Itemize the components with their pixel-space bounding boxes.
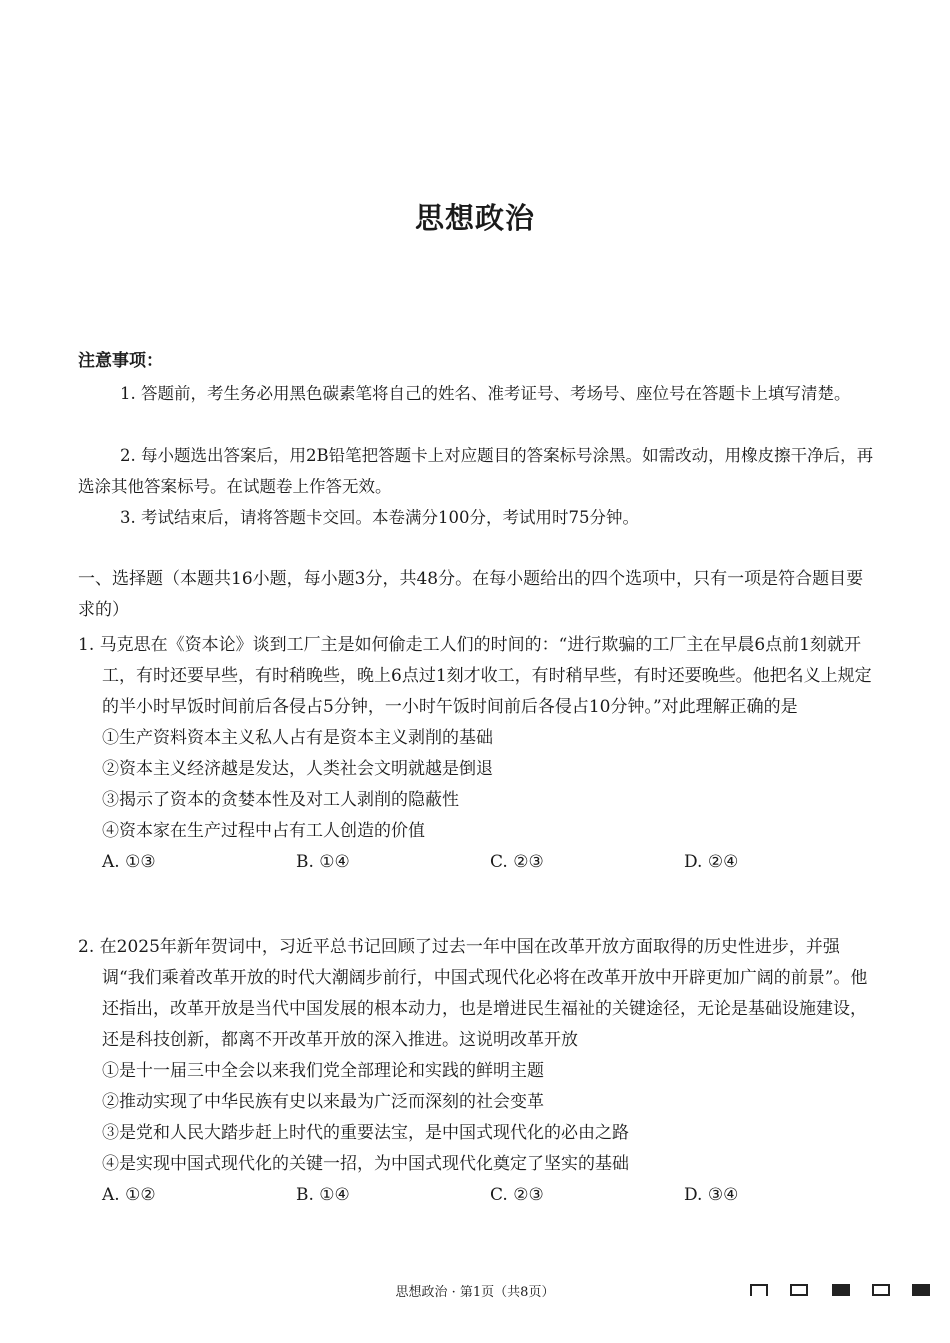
choice-d: D. ③④ <box>684 1185 739 1205</box>
question-statement: ①是十一届三中全会以来我们党全部理论和实践的鲜明主题 <box>102 1061 544 1081</box>
page-title: 思想政治 <box>414 201 535 235</box>
page-footer: 思想政治 · 第1页（共8页） <box>395 1285 555 1300</box>
question-statement: ①生产资料资本主义私人占有是资本主义剥削的基础 <box>102 728 493 748</box>
choice-b: B. ①④ <box>296 852 350 872</box>
question-statement: ②资本主义经济越是发达，人类社会文明就越是倒退 <box>102 759 493 779</box>
question-2 <box>78 932 878 1211</box>
question-1 <box>78 630 878 878</box>
question-statement: ④资本家在生产过程中占有工人创造的价值 <box>102 821 425 841</box>
choice-d: D. ②④ <box>684 852 739 872</box>
answer-choices <box>78 1180 878 1211</box>
choice-c: C. ②③ <box>490 852 544 872</box>
scan-registration-marks <box>750 1284 930 1298</box>
choice-a: A. ①③ <box>102 852 156 872</box>
answer-choices <box>78 847 878 878</box>
question-statement: ②推动实现了中华民族有史以来最为广泛而深刻的社会变革 <box>102 1092 544 1112</box>
notice-heading: 注意事项： <box>78 351 163 371</box>
registration-mark <box>832 1284 850 1296</box>
question-statement: ③揭示了资本的贪婪本性及对工人剥削的隐蔽性 <box>102 790 459 810</box>
registration-mark <box>790 1284 808 1296</box>
choice-b: B. ①④ <box>296 1185 350 1205</box>
choice-a: A. ①② <box>102 1185 156 1205</box>
notice-item-3: 3. 考试结束后，请将答题卡交回。本卷满分100分，考试用时75分钟。 <box>120 508 639 527</box>
choice-c: C. ②③ <box>490 1185 544 1205</box>
notice-item-1: 1. 答题前，考生务必用黑色碳素笔将自己的姓名、准考证号、考场号、座位号在答题卡上填写清楚。 <box>120 384 851 403</box>
section-heading: 一、选择题（本题共16小题，每小题3分，共48分。在每小题给出的四个选项中，只有一项是符合题目要求的） <box>78 569 864 620</box>
registration-mark <box>912 1284 930 1296</box>
question-statement: ④是实现中国式现代化的关键一招，为中国式现代化奠定了坚实的基础 <box>102 1154 629 1174</box>
registration-mark <box>872 1284 890 1296</box>
question-stem: 2. 在2025年新年贺词中，习近平总书记回顾了过去一年中国在改革开放方面取得的历史性进步，并强调“我们乘着改革开放的时代大潮阔步前行，中国式现代化必将在改革开放中开辟更加广阔的前景”。他还指出，改革开放是当代中国发展的根本动力，也是增进民生福祉的关键途径，无论是基础设施建设，还是科技创新，都离不开改革开放的深入推进。这说明改革开放 <box>78 937 868 1050</box>
question-stem: 1. 马克思在《资本论》谈到工厂主是如何偷走工人们的时间的：“进行欺骗的工厂主在早晨6点前1刻就开工，有时还要早些，有时稍晚些，晚上6点过1刻才收工，有时稍早些，有时还要晚些。他把名义上规定的半小时早饭时间前后各侵占5分钟，一小时午饭时间前后各侵占10分钟。”对此理解正确的是 <box>78 635 872 717</box>
registration-mark <box>750 1284 768 1296</box>
question-statement: ③是党和人民大踏步赶上时代的重要法宝，是中国式现代化的必由之路 <box>102 1123 629 1143</box>
notice-item-2: 2. 每小题选出答案后，用2B铅笔把答题卡上对应题目的答案标号涂黑。如需改动，用橡皮擦干净后，再选涂其他答案标号。在试题卷上作答无效。 <box>78 446 874 496</box>
